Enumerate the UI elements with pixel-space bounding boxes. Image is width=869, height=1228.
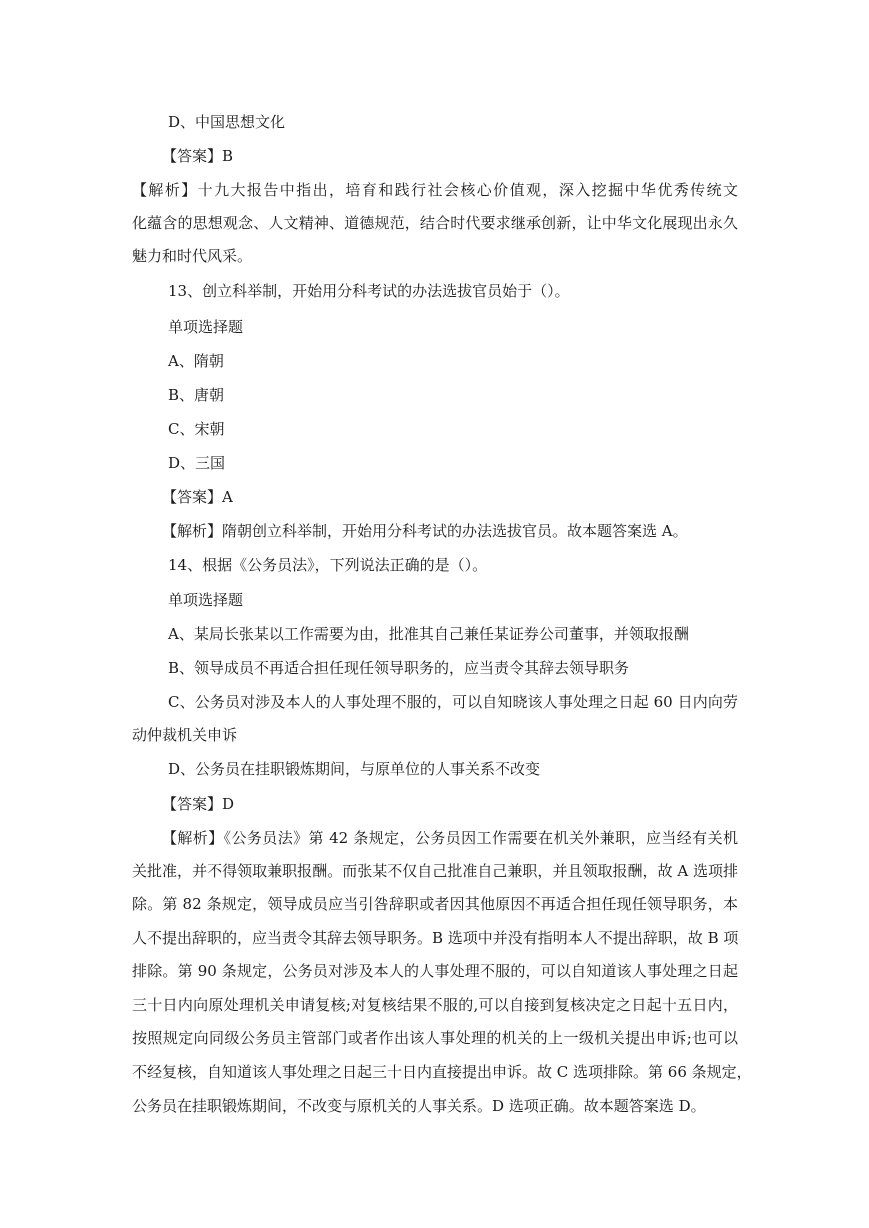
q14-stem: 14、根据《公务员法》，下列说法正确的是（）。 [168, 556, 488, 574]
q13-option-a: A、隋朝 [168, 352, 224, 370]
q14-option-c-line: 动仲裁机关申诉 [132, 726, 238, 744]
q14-option-d: D、公务员在挂职锻炼期间，与原单位的人事关系不改变 [168, 760, 541, 778]
q14-explanation-line: 排除。第 90 条规定，公务员对涉及本人的人事处理不服的，可以自知道该人事处理之日起 [132, 962, 738, 980]
q14-explanation-line: 除。第 82 条规定，领导成员应当引咎辞职或者因其他原因不再适合担任现任领导职务，本 [132, 895, 738, 913]
q14-option-a: A、某局长张某以工作需要为由，批准其自己兼任某证券公司董事，并领取报酬 [168, 625, 689, 643]
q13-option-c: C、宋朝 [168, 420, 225, 438]
q14-explanation-line: 人不提出辞职的，应当责令其辞去领导职务。B 选项中并没有指明本人不提出辞职，故 B 项 [132, 929, 739, 947]
q13-option-d: D、三国 [168, 454, 226, 472]
q13-option-b: B、唐朝 [168, 386, 225, 404]
q14-answer: 【答案】D [162, 795, 235, 813]
q12-explanation-line: 化蕴含的思想观念、人文精神、道德规范，结合时代要求继承创新，让中华文化展现出永久 [132, 214, 738, 232]
q12-explanation-line: 魅力和时代风采。 [132, 247, 253, 265]
q14-explanation-line: 公务员在挂职锻炼期间，不改变与原机关的人事关系。D 选项正确。故本题答案选 D。 [132, 1097, 706, 1115]
q14-explanation-line: 关批准，并不得领取兼职报酬。而张某不仅自己批准自己兼职，并且领取报酬，故 A 选项排 [132, 862, 738, 880]
q12-answer: 【答案】B [162, 147, 234, 165]
q14-explanation-line: 【解析】《公务员法》第 42 条规定，公务员因工作需要在机关外兼职，应当经有关机 [162, 829, 738, 847]
q14-explanation-line: 三十日内向原处理机关申请复核;对复核结果不服的,可以自接到复核决定之日起十五日内， [132, 996, 738, 1014]
q14-option-c-line: C、公务员对涉及本人的人事处理不服的，可以自知晓该人事处理之日起 60 日内向劳 [168, 693, 738, 711]
q13-stem: 13、创立科举制，开始用分科考试的办法选拔官员始于（）。 [168, 282, 570, 300]
q14-explanation-line: 按照规定向同级公务员主管部门或者作出该人事处理的机关的上一级机关提出申诉;也可以 [132, 1029, 738, 1047]
q12-explanation-line: 【解析】十九大报告中指出，培育和践行社会核心价值观，深入挖掘中华优秀传统文 [132, 181, 738, 199]
q13-explanation: 【解析】隋朝创立科举制，开始用分科考试的办法选拔官员。故本题答案选 A。 [162, 522, 688, 540]
q12-option-d: D、中国思想文化 [168, 113, 286, 131]
q13-type: 单项选择题 [168, 318, 244, 336]
q14-explanation-line: 不经复核，自知道该人事处理之日起三十日内直接提出申诉。故 C 选项排除。第 66 条规定， [132, 1063, 752, 1081]
q13-answer: 【答案】A [162, 488, 233, 506]
q14-type: 单项选择题 [168, 591, 244, 609]
q14-option-b: B、领导成员不再适合担任现任领导职务的，应当责令其辞去领导职务 [168, 659, 630, 677]
